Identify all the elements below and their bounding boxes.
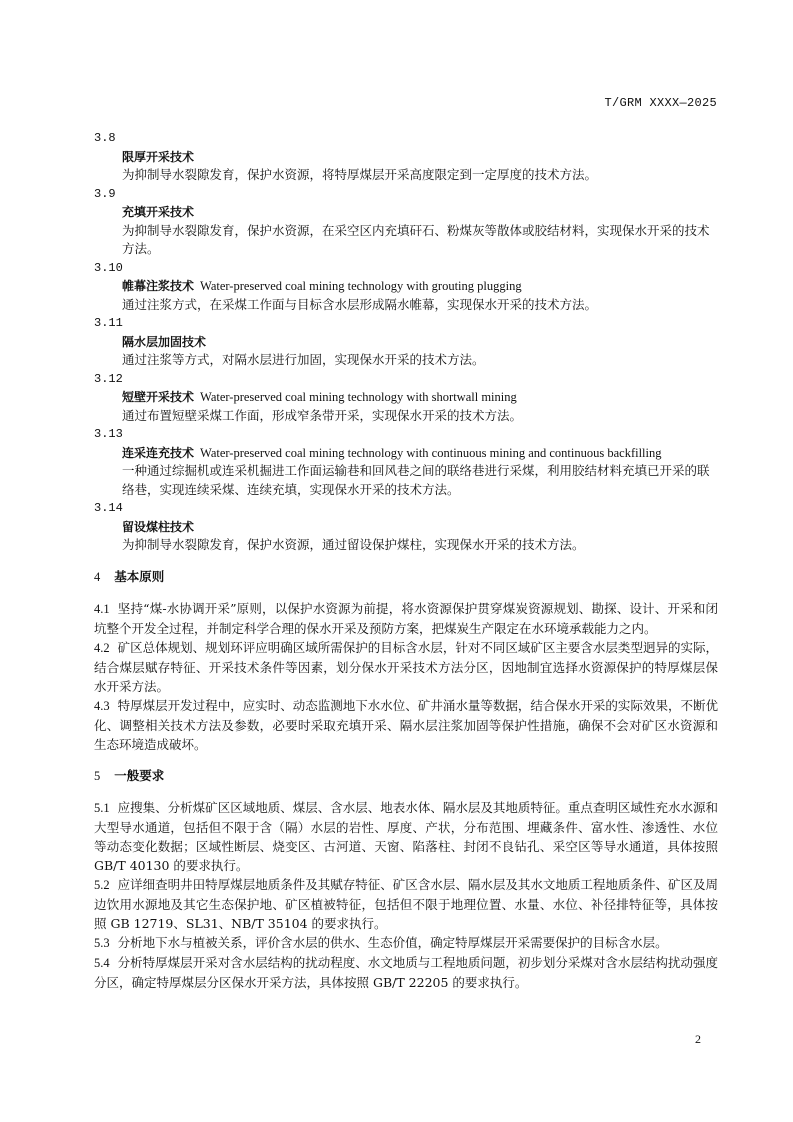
term-number: 3.11 bbox=[94, 316, 123, 330]
clause-text: 特厚煤层开发过程中，应实时、动态监测地下水水位、矿井涌水量等数据，结合保水开采的实际效果，不断优化、调整相关技术方法及参数，必要时采取充填开采、隔水层注浆加固等保护性措施，确保不会对矿区水资源和生态环境造成破坏。 bbox=[94, 697, 718, 752]
section-title: 一般要求 bbox=[114, 767, 165, 783]
clause-text: 应详细查明井田特厚煤层地质条件及其赋存特征、矿区含水层、隔水层及其水文地质工程地质条件、矿区及周边饮用水源地及其它生态保护地、矿区植被特征，包括但不限于地理位置、水量、水位、补径排特征等，具体按照 GB 12719、SL31、NB/T 35104 的要求执行。 bbox=[94, 876, 718, 931]
clause-text: 应搜集、分析煤矿区区域地质、煤层、含水层、地表水体、隔水层及其地质特征。重点查明区域性充水水源和大型导水通道，包括但不限于含（隔）水层的岩性、厚度、产状，分布范围、埋藏条件、富水性、渗透性、水位等动态变化数据；区域性断层、烧变区、古河道、天窗、陷落柱、封闭不良钻孔、采空区等导水通道，具体按照 GB/T 40130 的要求执行。 bbox=[94, 799, 718, 873]
clause-number: 4.3 bbox=[94, 698, 110, 713]
term-cn: 短壁开采技术 bbox=[122, 390, 195, 404]
clause-number: 5.1 bbox=[94, 800, 110, 815]
clause-number: 4.2 bbox=[94, 640, 110, 655]
clause-number: 4.1 bbox=[94, 601, 110, 616]
clause-text: 矿区总体规划、规划环评应明确区域所需保护的目标含水层，针对不同区域矿区主要含水层类型迥异的实际，结合煤层赋存特征、开采技术条件等因素，划分保水开采技术方法分区，因地制宜选择水资源保护的特厚煤层保水开采方法。 bbox=[94, 639, 718, 694]
term-definition: 为抑制导水裂隙发育，保护水资源，将特厚煤层开采高度限定到一定厚度的技术方法。 bbox=[122, 167, 598, 182]
clause bbox=[94, 638, 718, 696]
clause bbox=[94, 798, 718, 875]
term-en: Water-preserved coal mining technology with grouting plugging bbox=[200, 279, 522, 293]
term-number: 3.8 bbox=[94, 131, 116, 145]
term-en: Water-preserved coal mining technology with shortwall mining bbox=[200, 390, 517, 404]
term-cn: 帷幕注浆技术 bbox=[122, 279, 195, 293]
term-number: 3.12 bbox=[94, 371, 123, 386]
term-entry bbox=[94, 499, 718, 555]
clause-text: 坚持“煤-水协调开采”原则，以保护水资源为前提，将水资源保护贯穿煤炭资源规划、勘探、设计、开采和闭坑整个开发全过程，并制定科学合理的保水开采及预防方案，把煤炭生产限定在水环境承载能力之内。 bbox=[94, 600, 718, 636]
term-title bbox=[122, 388, 718, 407]
clause-number: 5.3 bbox=[94, 935, 110, 950]
term-definition: 为抑制导水裂隙发育，保护水资源，在采空区内充填矸石、粉煤灰等散体或胶结材料，实现保水开采的技术方法。 bbox=[122, 222, 710, 256]
section-number: 4 bbox=[94, 569, 101, 584]
term-title bbox=[122, 518, 718, 537]
term-number: 3.13 bbox=[94, 427, 123, 441]
clause-text: 分析地下水与植被关系，评价含水层的供水、生态价值，确定特厚煤层开采需要保护的目标含水层。 bbox=[117, 934, 668, 950]
term-number: 3.14 bbox=[94, 501, 123, 515]
clause-text: 分析特厚煤层开采对含水层结构的扰动程度、水文地质与工程地质问题，初步划分采煤对含水层结构扰动强度分区，确定特厚煤层分区保水开采方法，具体按照 GB/T 22205 的要求执行。 bbox=[94, 954, 718, 990]
clause bbox=[94, 599, 718, 638]
term-definition: 通过注浆等方式，对隔水层进行加固，实现保水开采的技术方法。 bbox=[122, 352, 485, 367]
term-entry bbox=[94, 129, 718, 185]
section-general-requirements bbox=[94, 767, 718, 992]
clause bbox=[94, 875, 718, 933]
term-definition: 为抑制导水裂隙发育，保护水资源，通过留设保护煤柱，实现保水开采的技术方法。 bbox=[122, 537, 585, 552]
term-entry bbox=[94, 314, 718, 370]
term-en: Water-preserved coal mining technology with continuous mining and continuous backfilling bbox=[200, 445, 662, 460]
term-entry bbox=[94, 185, 718, 259]
document-body bbox=[94, 129, 718, 992]
section-number: 5 bbox=[94, 768, 101, 783]
term-title bbox=[122, 277, 718, 296]
term-title bbox=[122, 444, 718, 463]
terms-list bbox=[94, 129, 718, 555]
term-cn: 留设煤柱技术 bbox=[122, 519, 195, 534]
clause bbox=[94, 953, 718, 992]
page-number: 2 bbox=[695, 1032, 701, 1046]
term-cn: 隔水层加固技术 bbox=[122, 334, 207, 349]
term-number: 3.9 bbox=[94, 186, 116, 201]
clause bbox=[94, 933, 718, 953]
term-cn: 限厚开采技术 bbox=[122, 149, 195, 164]
clause-number: 5.2 bbox=[94, 877, 110, 892]
term-definition: 通过布置短壁采煤工作面，形成窄条带开采，实现保水开采的技术方法。 bbox=[122, 407, 523, 423]
term-title bbox=[122, 333, 718, 352]
section-title: 基本原则 bbox=[114, 568, 165, 584]
term-title bbox=[122, 203, 718, 222]
term-entry bbox=[94, 259, 718, 315]
section-basic-principles bbox=[94, 568, 718, 754]
term-entry bbox=[94, 425, 718, 499]
term-definition: 一种通过综掘机或连采机掘进工作面运输巷和回风巷之间的联络巷进行采煤，利用胶结材料充填已开采的联络巷，实现连续采煤、连续充填，实现保水开采的技术方法。 bbox=[122, 463, 710, 497]
term-definition: 通过注浆方式，在采煤工作面与目标含水层形成隔水帷幕，实现保水开采的技术方法。 bbox=[122, 296, 598, 312]
term-cn: 充填开采技术 bbox=[122, 205, 195, 219]
term-cn: 连采连充技术 bbox=[122, 445, 195, 460]
section-heading bbox=[94, 767, 718, 785]
term-entry bbox=[94, 370, 718, 426]
document-header-id: T/GRM XXXX—2025 bbox=[604, 96, 717, 110]
term-title bbox=[122, 148, 718, 167]
section-heading bbox=[94, 568, 718, 586]
term-number: 3.10 bbox=[94, 260, 123, 275]
clause bbox=[94, 696, 718, 754]
clause-number: 5.4 bbox=[94, 955, 110, 970]
